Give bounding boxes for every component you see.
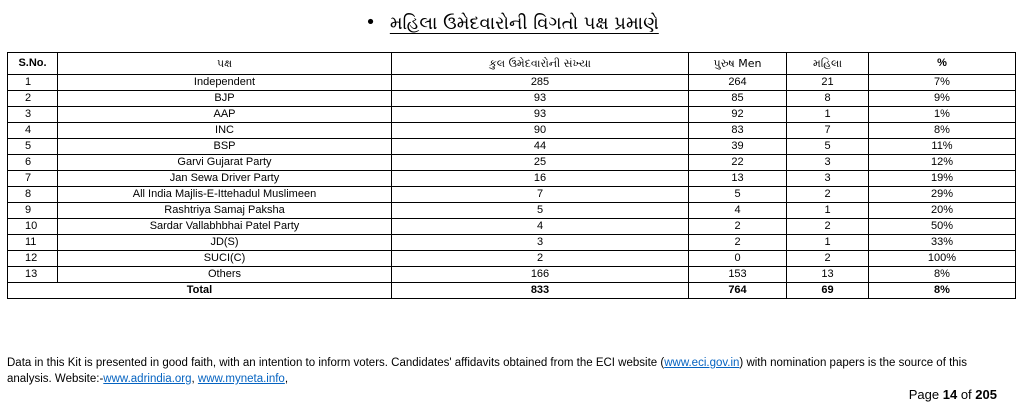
page-heading [0, 12, 1024, 34]
cell-sno: 1 [8, 75, 58, 91]
cell-total: 285 [392, 75, 689, 91]
header-party: પક્ષ [58, 53, 392, 75]
table-row [8, 139, 1016, 155]
cell-total: 25 [392, 155, 689, 171]
cell-women: 3 [787, 155, 869, 171]
total-row [8, 283, 1016, 299]
cell-sno: 13 [8, 267, 58, 283]
cell-sno: 6 [8, 155, 58, 171]
table-row [8, 123, 1016, 139]
cell-percent: 12% [869, 155, 1016, 171]
cell-percent: 8% [869, 123, 1016, 139]
cell-men: 85 [689, 91, 787, 107]
footer-text: ) with nomination papers is the source of this analysis. Website:- [7, 357, 967, 385]
cell-party: Rashtriya Samaj Paksha [58, 203, 392, 219]
cell-men: 0 [689, 251, 787, 267]
cell-women: 3 [787, 171, 869, 187]
cell-party: SUCI(C) [58, 251, 392, 267]
cell-party: Jan Sewa Driver Party [58, 171, 392, 187]
table-header-row [8, 53, 1016, 75]
total-pages: 205 [975, 387, 997, 402]
cell-total: 3 [392, 235, 689, 251]
cell-women: 5 [787, 139, 869, 155]
cell-total: 93 [392, 107, 689, 123]
cell-party: INC [58, 123, 392, 139]
cell-sno: 5 [8, 139, 58, 155]
cell-men: 22 [689, 155, 787, 171]
header-women: મહિલા [787, 53, 869, 75]
cell-percent: 19% [869, 171, 1016, 187]
footer-separator: , [191, 373, 198, 385]
header-men: પુરુષ Men [689, 53, 787, 75]
cell-women: 7 [787, 123, 869, 139]
party-table [7, 52, 1016, 299]
cell-percent: 20% [869, 203, 1016, 219]
cell-party: Garvi Gujarat Party [58, 155, 392, 171]
cell-sno: 4 [8, 123, 58, 139]
cell-men: 92 [689, 107, 787, 123]
cell-men: 2 [689, 235, 787, 251]
cell-men: 4 [689, 203, 787, 219]
cell-party: Independent [58, 75, 392, 91]
footer-text: Data in this Kit is presented in good faith, with an intention to inform voters. Candidates' affidavits obtained from the ECI website ( [7, 357, 665, 369]
cell-party: Sardar Vallabhbhai Patel Party [58, 219, 392, 235]
table-row [8, 155, 1016, 171]
cell-total: 44 [392, 139, 689, 155]
header-sno: S.No. [8, 53, 58, 75]
table-row [8, 219, 1016, 235]
cell-total: 166 [392, 267, 689, 283]
cell-total: 7 [392, 187, 689, 203]
cell-party: All India Majlis-E-Ittehadul Muslimeen [58, 187, 392, 203]
total-label: Total [8, 283, 392, 299]
cell-men: 5 [689, 187, 787, 203]
table-row [8, 203, 1016, 219]
cell-women: 2 [787, 219, 869, 235]
table-row [8, 91, 1016, 107]
total-men: 764 [689, 283, 787, 299]
cell-party: BJP [58, 91, 392, 107]
cell-sno: 10 [8, 219, 58, 235]
cell-women: 8 [787, 91, 869, 107]
cell-party: JD(S) [58, 235, 392, 251]
cell-women: 1 [787, 107, 869, 123]
total-candidates: 833 [392, 283, 689, 299]
cell-men: 39 [689, 139, 787, 155]
cell-percent: 7% [869, 75, 1016, 91]
total-women: 69 [787, 283, 869, 299]
header-total-candidates: કુલ ઉમેદવારોની સંખ્યા [392, 53, 689, 75]
cell-percent: 8% [869, 267, 1016, 283]
table-row [8, 75, 1016, 91]
table-row [8, 251, 1016, 267]
cell-sno: 7 [8, 171, 58, 187]
cell-women: 2 [787, 251, 869, 267]
cell-percent: 29% [869, 187, 1016, 203]
table-row [8, 187, 1016, 203]
total-percent: 8% [869, 283, 1016, 299]
cell-women: 1 [787, 203, 869, 219]
cell-total: 90 [392, 123, 689, 139]
cell-party: BSP [58, 139, 392, 155]
cell-women: 1 [787, 235, 869, 251]
table-row [8, 171, 1016, 187]
cell-total: 93 [392, 91, 689, 107]
cell-men: 264 [689, 75, 787, 91]
cell-sno: 8 [8, 187, 58, 203]
cell-party: AAP [58, 107, 392, 123]
myneta-link[interactable]: www.myneta.info [197, 373, 285, 385]
cell-total: 5 [392, 203, 689, 219]
cell-women: 13 [787, 267, 869, 283]
header-percent: % [869, 53, 1016, 75]
cell-sno: 11 [8, 235, 58, 251]
page-number: Page 14 of 205 [908, 387, 997, 402]
footer-note [7, 355, 1007, 387]
table-row [8, 267, 1016, 283]
cell-women: 2 [787, 187, 869, 203]
cell-sno: 2 [8, 91, 58, 107]
cell-percent: 1% [869, 107, 1016, 123]
cell-total: 16 [392, 171, 689, 187]
cell-party: Others [58, 267, 392, 283]
table-row [8, 107, 1016, 123]
cell-men: 13 [689, 171, 787, 187]
cell-percent: 100% [869, 251, 1016, 267]
cell-sno: 12 [8, 251, 58, 267]
cell-women: 21 [787, 75, 869, 91]
cell-percent: 11% [869, 139, 1016, 155]
cell-men: 153 [689, 267, 787, 283]
bullet-icon: • [365, 12, 376, 33]
cell-percent: 9% [869, 91, 1016, 107]
cell-total: 2 [392, 251, 689, 267]
cell-sno: 9 [8, 203, 58, 219]
cell-percent: 50% [869, 219, 1016, 235]
current-page: 14 [942, 387, 958, 402]
adr-link[interactable]: www.adrindia.org [103, 373, 192, 385]
cell-men: 2 [689, 219, 787, 235]
table-row [8, 235, 1016, 251]
cell-total: 4 [392, 219, 689, 235]
cell-sno: 3 [8, 107, 58, 123]
footer-text: , [284, 373, 289, 385]
cell-men: 83 [689, 123, 787, 139]
eci-link[interactable]: www.eci.gov.in [664, 357, 740, 369]
cell-percent: 33% [869, 235, 1016, 251]
heading-title: મહિલા ઉમેદવારોની વિગતો પક્ષ પ્રમાણે [389, 13, 659, 34]
